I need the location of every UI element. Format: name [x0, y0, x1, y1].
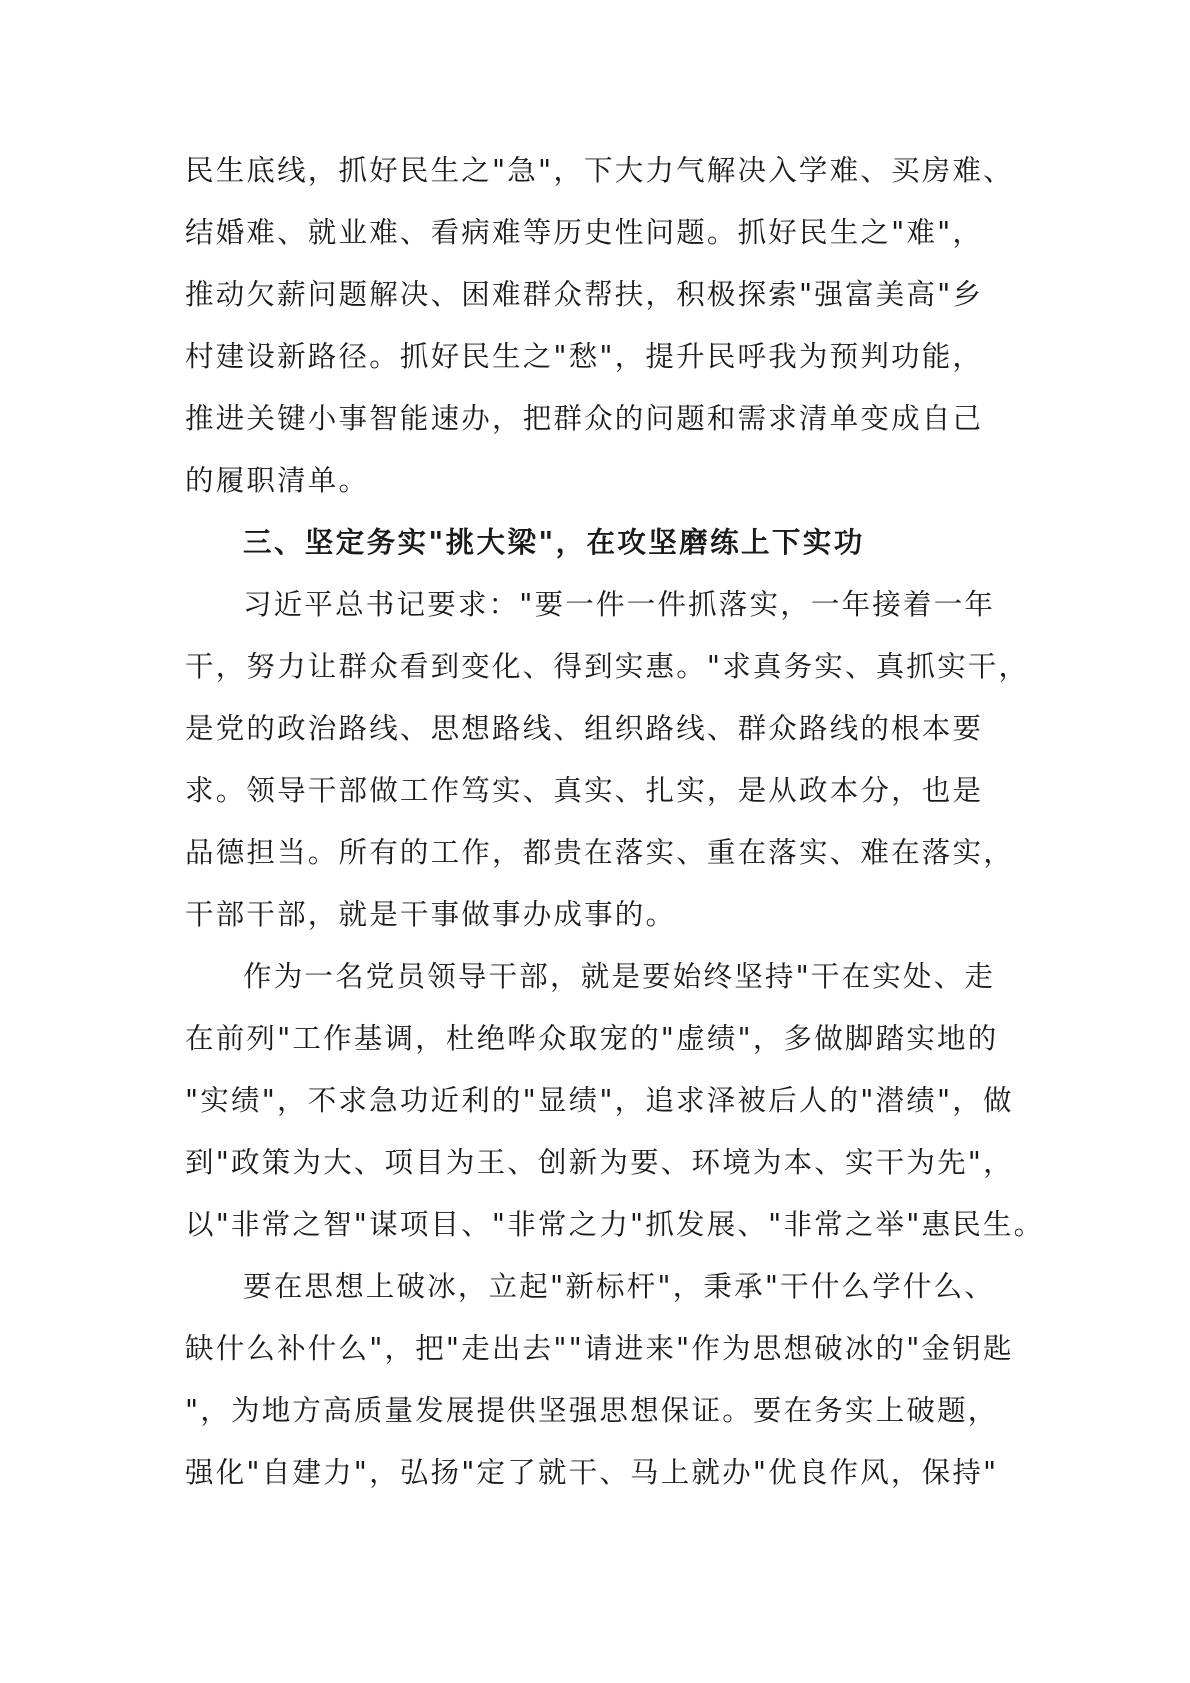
text-line: 民生底线，抓好民生之"急"，下大力气解决入学难、买房难、 — [185, 154, 1014, 187]
document-body — [185, 140, 1045, 1504]
heading-text: 三、坚定务实"挑大梁"，在攻坚磨练上下实功 — [243, 526, 865, 559]
section-heading — [185, 512, 1015, 574]
text-line: 习近平总书记要求："要一件一件抓落实，一年接着一年 — [243, 588, 996, 621]
paragraph-2 — [185, 574, 1030, 946]
text-line: 是党的政治路线、思想路线、组织路线、群众路线的根本要 — [185, 712, 984, 745]
text-line: "，为地方高质量发展提供坚强思想保证。要在务实上破题， — [185, 1394, 999, 1427]
text-line: 推进关键小事智能速办，把群众的问题和需求清单变成自己 — [185, 402, 984, 435]
text-line: 的履职清单。 — [185, 464, 370, 497]
text-line: 推动欠薪问题解决、困难群众帮扶，积极探索"强富美高"乡 — [185, 278, 984, 311]
text-line: 求。领导干部做工作笃实、真实、扎实，是从政本分，也是 — [185, 774, 984, 807]
text-line: 以"非常之智"谋项目、"非常之力"抓发展、"非常之举"惠民生。 — [185, 1208, 1045, 1241]
text-line: 作为一名党员领导干部，就是要始终坚持"干在实处、走 — [243, 960, 996, 993]
text-line: 干部干部，就是干事做事办成事的。 — [185, 898, 677, 931]
text-line: 品德担当。所有的工作，都贵在落实、重在落实、难在落实， — [185, 836, 1014, 869]
text-line: 村建设新路径。抓好民生之"愁"，提升民呼我为预判功能， — [185, 340, 984, 373]
text-line: 强化"自建力"，弘扬"定了就干、马上就办"优良作风，保持" — [185, 1456, 999, 1489]
text-line: "实绩"，不求急功近利的"显绩"，追求泽被后人的"潜绩"，做 — [185, 1084, 1014, 1117]
paragraph-1 — [185, 140, 1015, 512]
text-line: 要在思想上破冰，立起"新标杆"，秉承"干什么学什么、 — [243, 1270, 996, 1303]
paragraph-4 — [185, 1256, 1015, 1504]
paragraph-3 — [185, 946, 1045, 1256]
text-line: 缺什么补什么"，把"走出去""请进来"作为思想破冰的"金钥匙 — [185, 1332, 1014, 1365]
text-line: 到"政策为大、项目为王、创新为要、环境为本、实干为先"， — [185, 1146, 1014, 1179]
text-line: 在前列"工作基调，杜绝哗众取宠的"虚绩"，多做脚踏实地的 — [185, 1022, 999, 1055]
text-line: 干，努力让群众看到变化、得到实惠。"求真务实、真抓实干， — [185, 650, 1030, 683]
text-line: 结婚难、就业难、看病难等历史性问题。抓好民生之"难"， — [185, 216, 984, 249]
